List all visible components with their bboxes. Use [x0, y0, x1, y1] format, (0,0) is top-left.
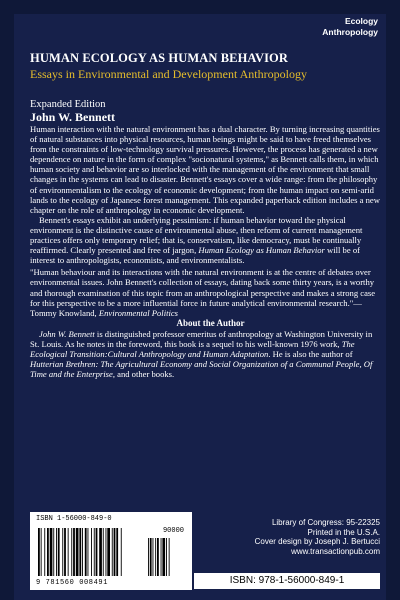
review-source: Environmental Politics	[98, 307, 179, 318]
cover-design-credit: Cover design by Joseph J. Bertucci	[254, 537, 380, 546]
barcode-addon-bar	[166, 538, 167, 576]
barcode-bar	[116, 528, 118, 576]
edition-label: Expanded Edition	[30, 99, 106, 110]
book-title-italic: Human Ecology as Human Behavior	[198, 245, 325, 256]
barcode-bar	[99, 528, 102, 576]
category-anthropology: Anthropology	[322, 27, 378, 37]
barcode-bar	[88, 528, 89, 576]
publisher-website: www.transactionpub.com	[291, 546, 380, 556]
barcode-isbn-label: ISBN 1-56000-849-0	[36, 515, 112, 523]
barcode-bar	[47, 528, 49, 576]
barcode-bar	[56, 528, 57, 576]
blurb	[30, 124, 382, 379]
about-author-name: John W. Bennett	[39, 328, 95, 339]
about-book-1: The Ecological Transition:Cultural Anthropology and Human Adaptation	[30, 338, 355, 359]
barcode-bar	[38, 528, 40, 576]
about-text-2: . He is also the author of	[268, 348, 353, 359]
barcode-bar	[71, 528, 72, 576]
barcode-bar	[82, 528, 83, 576]
review-quote-text: "Human behaviour and its interactions with the natural environment is at the centre of debates over environmental issues. John Bennett's collection of essays, dating back some thirty years, is a worthy and thorough examination of this topic from an anthropological perspective and makes a strong case for this perspective to be a more influential force in future analytical environmental research."—Tommy Knowland,	[30, 267, 376, 318]
barcode-price-code: 90000	[162, 527, 184, 535]
barcode-digits: 9 781560 008491	[36, 579, 109, 587]
barcode-bar	[121, 528, 122, 576]
barcode-addon-bar	[157, 538, 159, 576]
barcode-bar	[79, 528, 81, 576]
publisher-info	[255, 518, 380, 556]
about-author-heading: About the Author	[176, 317, 245, 328]
blurb-paragraph-2	[30, 215, 382, 265]
library-of-congress: Library of Congress: 95-22325	[271, 518, 380, 527]
barcode-bar	[53, 528, 54, 576]
barcode-bar	[58, 528, 60, 576]
review-quote	[30, 267, 382, 317]
barcode-bar	[107, 528, 110, 576]
barcode-bar	[91, 528, 92, 576]
barcode-addon-bar	[148, 538, 149, 576]
blurb-p2-end: will be of interest to anthropologists, economists, and environmentalists.	[30, 245, 360, 266]
about-text-3: , and other books.	[112, 369, 175, 380]
barcode	[30, 512, 192, 590]
book-title: HUMAN ECOLOGY AS HUMAN BEHAVIOR	[30, 51, 288, 65]
about-book-2: Hutterian Brethren: The Agricultural Economy and Social Organization of a Communal People, Of Time and the Enterprise	[30, 359, 373, 380]
barcode-bar	[94, 528, 95, 576]
barcode-addon-bar	[153, 538, 154, 576]
barcode-bar	[41, 528, 42, 576]
category-label	[322, 16, 378, 38]
barcode-bar	[96, 528, 98, 576]
barcode-addon-bar	[155, 538, 156, 576]
barcode-addon-bar	[161, 538, 162, 576]
printed-in: Printed in the U.S.A.	[307, 527, 380, 537]
barcode-bar	[112, 528, 113, 576]
barcode-bar	[103, 528, 104, 576]
barcode-bar	[44, 528, 45, 576]
barcode-addon-bar	[150, 538, 152, 576]
cover-border-right	[386, 0, 400, 600]
barcode-addon-bar	[169, 538, 170, 576]
barcode-bar	[85, 528, 87, 576]
cover-border-left	[0, 0, 14, 600]
book-subtitle: Essays in Environmental and Development Anthropology	[30, 67, 307, 81]
barcode-bar	[68, 528, 69, 576]
barcode-bar	[106, 528, 107, 576]
barcode-bar	[76, 528, 79, 576]
barcode-bar	[50, 528, 53, 576]
barcode-bar	[62, 528, 63, 576]
author-name: John W. Bennett	[30, 110, 116, 124]
cover-border-top	[0, 0, 400, 14]
about-text-1: is distinguished professor emeritus of anthropology at Washington University in St. Louis. As he notes in the foreword, this book is a sequel to his well-known 1976 work,	[30, 328, 373, 349]
blurb-paragraph-1: Human interaction with the natural environment has a dual character. By turning increasing quantities of natural substances into physical resources, human beings might be said to have freed themselves from the constraints of low-technology survival pressures. However, the process has generated a new dependence on nature in the form of complex "socionatural systems," as Bennett calls them, in which human society and behavior are so interlocked with the management of the environment that small changes in the systems can lead to disaster. Bennett's essays cover a wide range: from the philosophy of environmentalism to the ecology of economic development; from the human impact on semi-arid lands to the ecology of Japanese forest management. This expanded paperback edition includes a new chapter on the role of anthropology in economic development.	[30, 124, 380, 215]
barcode-bar	[114, 528, 116, 576]
barcode-addon-bar	[162, 538, 165, 576]
blurb-p2-start: Bennett's essays exhibit an underlying pessimism: if human behavior toward the physical environment is the distinctive cause of environmental abuse, then reform of current management practices offers only temporary relief; that is, conservatism, like democracy, must be continually reaffirmed. Clearly presented and free of jargon,	[30, 214, 363, 256]
isbn-13-box: ISBN: 978-1-56000-849-1	[194, 573, 380, 589]
barcode-bar	[73, 528, 75, 576]
category-ecology: Ecology	[344, 16, 378, 26]
barcode-bar	[64, 528, 66, 576]
about-author-text	[30, 329, 382, 379]
